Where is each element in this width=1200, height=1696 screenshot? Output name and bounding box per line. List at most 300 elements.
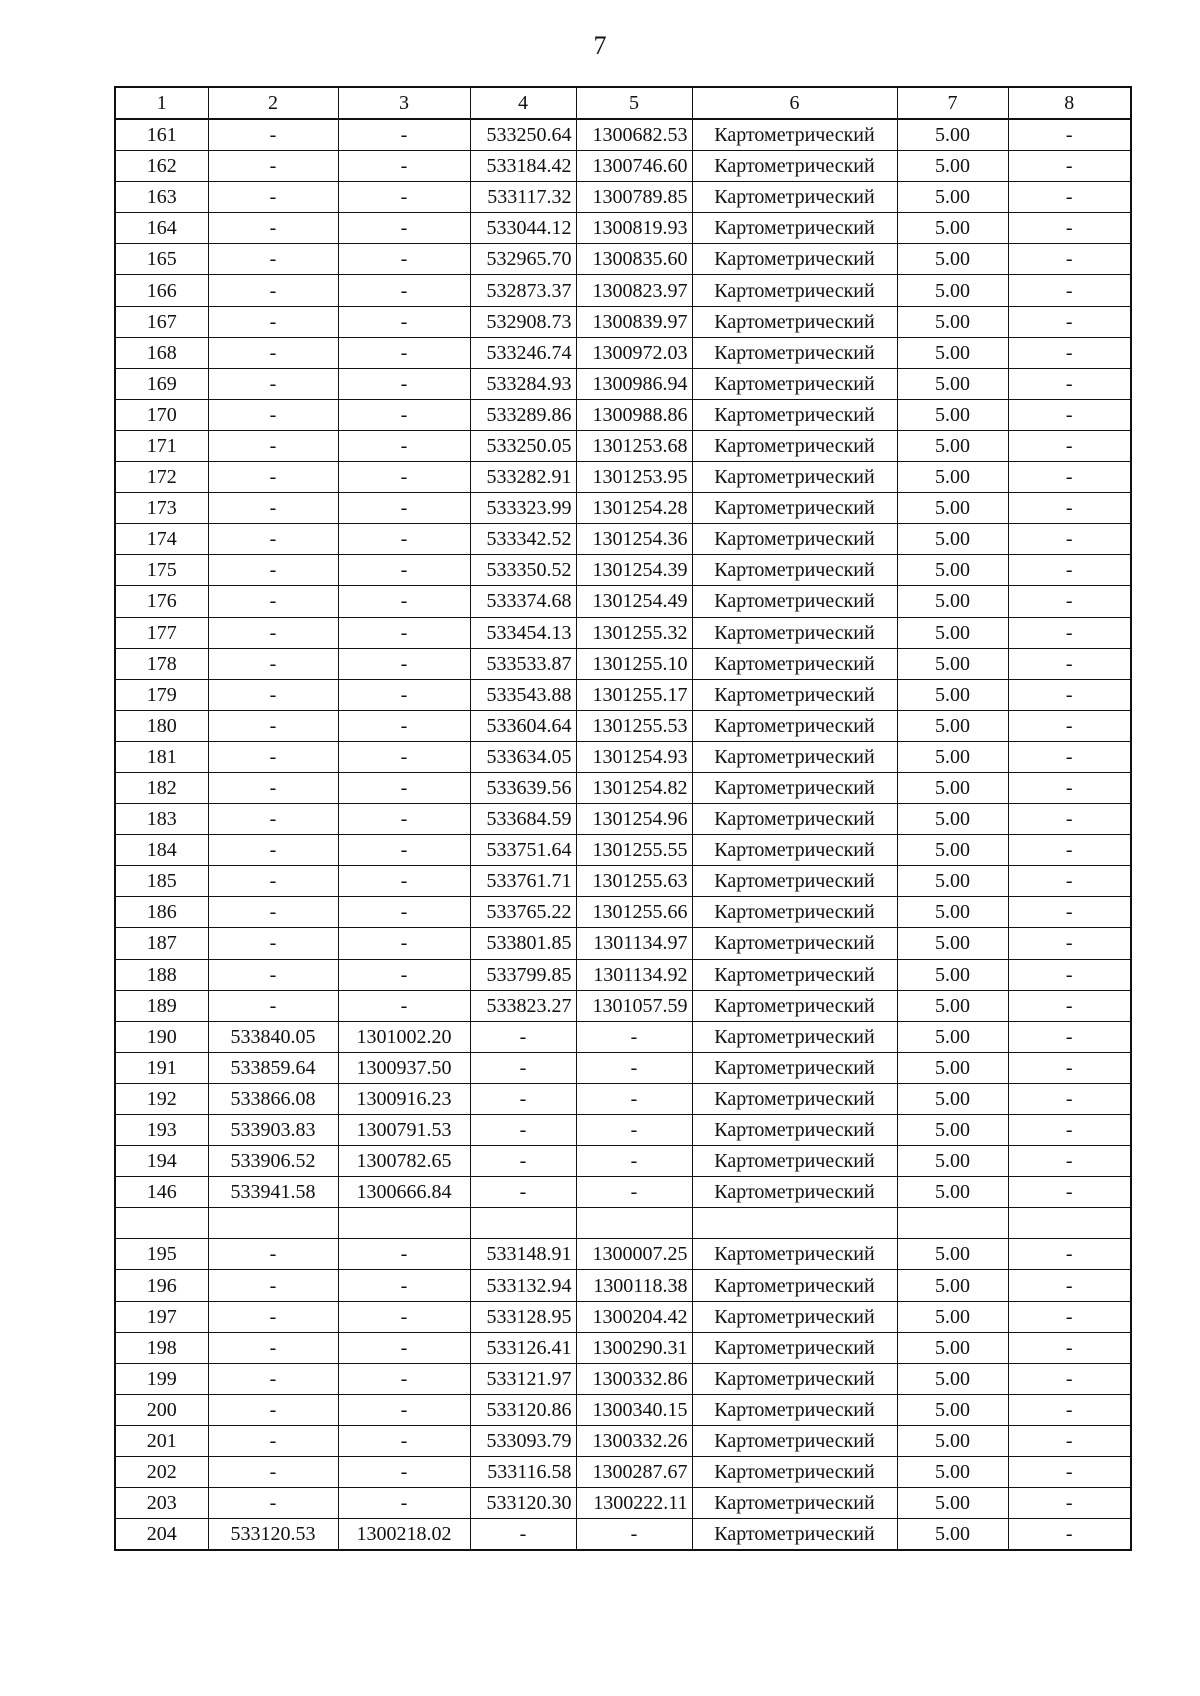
table-cell-col-5: 1300835.60: [576, 244, 692, 275]
table-cell-col-8: -: [1008, 1146, 1131, 1177]
table-cell-col-3: -: [338, 306, 470, 337]
table-cell-col-3: -: [338, 1425, 470, 1456]
table-cell-col-5: 1301255.17: [576, 679, 692, 710]
table-cell-col-8: -: [1008, 835, 1131, 866]
table-cell-col-7: 5.00: [897, 182, 1008, 213]
table-cell-col-4: -: [470, 1519, 576, 1551]
table-cell-col-7: 5.00: [897, 959, 1008, 990]
table-cell-col-3: -: [338, 741, 470, 772]
column-header-7: 7: [897, 87, 1008, 119]
table-cell-col-7: 5.00: [897, 1083, 1008, 1114]
table-cell-col-4: 533765.22: [470, 897, 576, 928]
table-cell-col-5: 1300839.97: [576, 306, 692, 337]
table-cell-col-1: 201: [115, 1425, 208, 1456]
table-cell-col-3: -: [338, 244, 470, 275]
table-cell-col-7: 5.00: [897, 337, 1008, 368]
table-cell-col-3: -: [338, 555, 470, 586]
table-cell-col-4: 533533.87: [470, 648, 576, 679]
table-cell-col-7: 5.00: [897, 1394, 1008, 1425]
table-cell-col-3: 1300791.53: [338, 1115, 470, 1146]
table-cell-col-1: 196: [115, 1270, 208, 1301]
table-cell-col-2: -: [208, 119, 338, 151]
table-cell-col-1: 199: [115, 1363, 208, 1394]
table-cell-col-1: 171: [115, 430, 208, 461]
table-cell-col-5: [576, 1208, 692, 1239]
table-row: [115, 1457, 1131, 1488]
table-cell-col-8: -: [1008, 617, 1131, 648]
table-row: [115, 213, 1131, 244]
table-cell-col-6: Картометрический: [692, 1115, 897, 1146]
table-row: [115, 1115, 1131, 1146]
table-cell-col-4: 533121.97: [470, 1363, 576, 1394]
table-cell-col-5: -: [576, 1115, 692, 1146]
table-cell-col-1: [115, 1208, 208, 1239]
table-cell-col-3: -: [338, 1332, 470, 1363]
table-cell-col-8: [1008, 1208, 1131, 1239]
table-cell-col-7: 5.00: [897, 1052, 1008, 1083]
coordinates-table: [114, 86, 1132, 1551]
table-cell-col-2: 533903.83: [208, 1115, 338, 1146]
table-cell-col-4: -: [470, 1021, 576, 1052]
table-row: [115, 555, 1131, 586]
table-cell-col-3: -: [338, 897, 470, 928]
table-cell-col-1: 182: [115, 772, 208, 803]
table-cell-col-1: 185: [115, 866, 208, 897]
table-cell-col-1: 179: [115, 679, 208, 710]
table-cell-col-3: -: [338, 648, 470, 679]
table-cell-col-6: Картометрический: [692, 524, 897, 555]
table-cell-col-8: -: [1008, 1301, 1131, 1332]
table-cell-col-2: -: [208, 1488, 338, 1519]
table-cell-col-6: Картометрический: [692, 182, 897, 213]
column-header-1: 1: [115, 87, 208, 119]
table-cell-col-4: 533342.52: [470, 524, 576, 555]
table-cell-col-6: Картометрический: [692, 959, 897, 990]
table-cell-col-7: 5.00: [897, 1488, 1008, 1519]
table-cell-col-5: 1301255.10: [576, 648, 692, 679]
table-cell-col-1: 172: [115, 462, 208, 493]
table-cell-col-2: -: [208, 804, 338, 835]
table-cell-col-5: -: [576, 1021, 692, 1052]
table-cell-col-2: -: [208, 772, 338, 803]
table-cell-col-1: 170: [115, 399, 208, 430]
table-cell-col-1: 175: [115, 555, 208, 586]
table-cell-col-8: -: [1008, 399, 1131, 430]
table-cell-col-7: 5.00: [897, 524, 1008, 555]
table-cell-col-6: Картометрический: [692, 710, 897, 741]
table-cell-col-5: 1300332.26: [576, 1425, 692, 1456]
table-cell-col-6: Картометрический: [692, 1394, 897, 1425]
table-cell-col-3: -: [338, 368, 470, 399]
table-cell-col-4: 532873.37: [470, 275, 576, 306]
table-cell-col-5: 1300287.67: [576, 1457, 692, 1488]
table-cell-col-2: -: [208, 1425, 338, 1456]
table-cell-col-3: -: [338, 462, 470, 493]
table-cell-col-6: Картометрический: [692, 772, 897, 803]
table-cell-col-2: -: [208, 430, 338, 461]
table-cell-col-4: 533323.99: [470, 493, 576, 524]
table-cell-col-7: 5.00: [897, 710, 1008, 741]
table-cell-col-1: 188: [115, 959, 208, 990]
table-row: [115, 1052, 1131, 1083]
table-cell-col-2: -: [208, 741, 338, 772]
table-cell-col-2: -: [208, 1363, 338, 1394]
table-cell-col-7: 5.00: [897, 430, 1008, 461]
table-cell-col-3: -: [338, 337, 470, 368]
table-cell-col-6: Картометрический: [692, 1239, 897, 1270]
table-cell-col-6: Картометрический: [692, 1457, 897, 1488]
table-cell-col-6: Картометрический: [692, 1488, 897, 1519]
table-cell-col-4: 533117.32: [470, 182, 576, 213]
table-row: [115, 1332, 1131, 1363]
table-cell-col-8: -: [1008, 1332, 1131, 1363]
table-cell-col-8: -: [1008, 866, 1131, 897]
table-cell-col-3: -: [338, 524, 470, 555]
table-cell-col-5: 1301253.68: [576, 430, 692, 461]
table-cell-col-2: -: [208, 368, 338, 399]
table-cell-col-4: 533184.42: [470, 151, 576, 182]
table-cell-col-7: 5.00: [897, 493, 1008, 524]
table-row: [115, 524, 1131, 555]
table-cell-col-8: -: [1008, 1239, 1131, 1270]
table-cell-col-4: 533246.74: [470, 337, 576, 368]
table-cell-col-4: -: [470, 1177, 576, 1208]
table-cell-col-1: 194: [115, 1146, 208, 1177]
table-cell-col-7: 5.00: [897, 897, 1008, 928]
table-row: [115, 1239, 1131, 1270]
table-cell-col-1: 173: [115, 493, 208, 524]
table-cell-col-8: -: [1008, 151, 1131, 182]
table-cell-col-3: -: [338, 1363, 470, 1394]
table-cell-col-3: -: [338, 1488, 470, 1519]
table-cell-col-1: 174: [115, 524, 208, 555]
table-cell-col-4: 533126.41: [470, 1332, 576, 1363]
table-cell-col-4: 533823.27: [470, 990, 576, 1021]
table-row: [115, 368, 1131, 399]
table-cell-col-5: 1301255.55: [576, 835, 692, 866]
table-cell-col-7: 5.00: [897, 990, 1008, 1021]
table-cell-col-2: -: [208, 1394, 338, 1425]
table-cell-col-6: Картометрический: [692, 368, 897, 399]
table-cell-col-1: 195: [115, 1239, 208, 1270]
table-cell-col-8: -: [1008, 524, 1131, 555]
table-cell-col-6: Картометрический: [692, 555, 897, 586]
table-cell-col-7: 5.00: [897, 244, 1008, 275]
table-cell-col-2: -: [208, 586, 338, 617]
column-header-2: 2: [208, 87, 338, 119]
column-header-3: 3: [338, 87, 470, 119]
table-cell-col-5: 1301254.93: [576, 741, 692, 772]
table-cell-col-7: 5.00: [897, 1332, 1008, 1363]
table-cell-col-2: -: [208, 990, 338, 1021]
table-cell-col-6: Картометрический: [692, 928, 897, 959]
table-cell-col-8: -: [1008, 1457, 1131, 1488]
table-cell-col-2: -: [208, 337, 338, 368]
table-cell-col-1: 165: [115, 244, 208, 275]
table-cell-col-7: 5.00: [897, 1177, 1008, 1208]
table-cell-col-7: 5.00: [897, 368, 1008, 399]
table-cell-col-1: 146: [115, 1177, 208, 1208]
table-cell-col-8: -: [1008, 430, 1131, 461]
table-cell-col-6: Картометрический: [692, 1425, 897, 1456]
table-cell-col-7: 5.00: [897, 586, 1008, 617]
table-row: [115, 462, 1131, 493]
table-cell-col-2: -: [208, 151, 338, 182]
table-cell-col-3: -: [338, 772, 470, 803]
table-cell-col-5: 1300222.11: [576, 1488, 692, 1519]
table-cell-col-2: -: [208, 524, 338, 555]
table-cell-col-5: 1300789.85: [576, 182, 692, 213]
table-cell-col-1: 202: [115, 1457, 208, 1488]
page-number: 7: [593, 31, 607, 60]
table-cell-col-4: 532908.73: [470, 306, 576, 337]
table-cell-col-6: Картометрический: [692, 617, 897, 648]
table-cell-col-4: 533148.91: [470, 1239, 576, 1270]
table-cell-col-2: -: [208, 399, 338, 430]
table-cell-col-2: -: [208, 617, 338, 648]
table-cell-col-1: 176: [115, 586, 208, 617]
table-cell-col-4: 533639.56: [470, 772, 576, 803]
table-row: [115, 1146, 1131, 1177]
table-cell-col-3: [338, 1208, 470, 1239]
table-cell-col-1: 167: [115, 306, 208, 337]
table-cell-col-1: 163: [115, 182, 208, 213]
table-row: [115, 1083, 1131, 1114]
table-row: [115, 1425, 1131, 1456]
table-cell-col-1: 177: [115, 617, 208, 648]
table-cell-col-1: 190: [115, 1021, 208, 1052]
table-cell-col-6: Картометрический: [692, 741, 897, 772]
table-cell-col-3: -: [338, 275, 470, 306]
table-row: [115, 1301, 1131, 1332]
table-cell-col-4: 533751.64: [470, 835, 576, 866]
table-cell-col-2: 533941.58: [208, 1177, 338, 1208]
table-cell-col-2: -: [208, 275, 338, 306]
table-cell-col-4: 533128.95: [470, 1301, 576, 1332]
table-cell-col-3: -: [338, 1270, 470, 1301]
table-cell-col-6: Картометрический: [692, 1177, 897, 1208]
column-header-5: 5: [576, 87, 692, 119]
table-cell-col-2: -: [208, 1457, 338, 1488]
table-cell-col-3: 1300782.65: [338, 1146, 470, 1177]
table-cell-col-5: 1300118.38: [576, 1270, 692, 1301]
table-cell-col-2: 533866.08: [208, 1083, 338, 1114]
table-cell-col-8: -: [1008, 679, 1131, 710]
table-cell-col-4: 533250.05: [470, 430, 576, 461]
column-header-8: 8: [1008, 87, 1131, 119]
table-cell-col-7: 5.00: [897, 617, 1008, 648]
table-cell-col-2: 533906.52: [208, 1146, 338, 1177]
table-cell-col-7: 5.00: [897, 804, 1008, 835]
table-cell-col-3: -: [338, 213, 470, 244]
table-cell-col-7: 5.00: [897, 648, 1008, 679]
table-cell-col-8: -: [1008, 1021, 1131, 1052]
table-cell-col-1: 168: [115, 337, 208, 368]
table-cell-col-8: -: [1008, 1519, 1131, 1551]
table-row: [115, 679, 1131, 710]
table-row: [115, 928, 1131, 959]
table-cell-col-8: -: [1008, 1177, 1131, 1208]
table-cell-col-3: -: [338, 119, 470, 151]
table-cell-col-2: -: [208, 213, 338, 244]
table-cell-col-5: 1301057.59: [576, 990, 692, 1021]
table-row: [115, 1363, 1131, 1394]
table-cell-col-6: Картометрический: [692, 1332, 897, 1363]
table-row: [115, 897, 1131, 928]
table-cell-col-1: 162: [115, 151, 208, 182]
table-cell-col-8: -: [1008, 710, 1131, 741]
table-cell-col-8: -: [1008, 1115, 1131, 1146]
table-cell-col-5: 1300746.60: [576, 151, 692, 182]
table-cell-col-4: 533350.52: [470, 555, 576, 586]
table-cell-col-1: 191: [115, 1052, 208, 1083]
table-cell-col-7: 5.00: [897, 1115, 1008, 1146]
table-cell-col-8: -: [1008, 1425, 1131, 1456]
table-cell-col-2: -: [208, 959, 338, 990]
table-cell-col-1: 183: [115, 804, 208, 835]
table-cell-col-2: -: [208, 710, 338, 741]
table-cell-col-6: Картометрический: [692, 804, 897, 835]
table-cell-col-2: -: [208, 182, 338, 213]
table-cell-col-8: -: [1008, 741, 1131, 772]
table-row: [115, 835, 1131, 866]
table-row: [115, 1177, 1131, 1208]
table-cell-col-7: 5.00: [897, 1457, 1008, 1488]
table-cell-col-7: 5.00: [897, 119, 1008, 151]
table-cell-col-6: Картометрический: [692, 1270, 897, 1301]
table-row: [115, 648, 1131, 679]
table-cell-col-4: 533120.86: [470, 1394, 576, 1425]
table-cell-col-7: [897, 1208, 1008, 1239]
table-cell-col-7: 5.00: [897, 306, 1008, 337]
table-cell-col-8: -: [1008, 119, 1131, 151]
table-cell-col-7: 5.00: [897, 555, 1008, 586]
table-cell-col-1: 166: [115, 275, 208, 306]
table-cell-col-6: Картометрический: [692, 1301, 897, 1332]
table-row: [115, 1270, 1131, 1301]
table-cell-col-6: Картометрический: [692, 1021, 897, 1052]
table-cell-col-6: Картометрический: [692, 151, 897, 182]
table-cell-col-4: 533282.91: [470, 462, 576, 493]
table-cell-col-4: 533634.05: [470, 741, 576, 772]
table-cell-col-3: 1300218.02: [338, 1519, 470, 1551]
table-cell-col-5: 1301254.39: [576, 555, 692, 586]
table-row: [115, 244, 1131, 275]
table-cell-col-7: 5.00: [897, 772, 1008, 803]
table-cell-col-8: -: [1008, 1394, 1131, 1425]
table-cell-col-8: -: [1008, 1270, 1131, 1301]
table-cell-col-4: 533132.94: [470, 1270, 576, 1301]
table-cell-col-2: -: [208, 928, 338, 959]
table-cell-col-7: 5.00: [897, 399, 1008, 430]
table-cell-col-6: Картометрический: [692, 866, 897, 897]
table-cell-col-5: 1301255.66: [576, 897, 692, 928]
table-cell-col-2: -: [208, 306, 338, 337]
table-cell-col-5: 1300823.97: [576, 275, 692, 306]
table-cell-col-4: 533801.85: [470, 928, 576, 959]
table-cell-col-1: 192: [115, 1083, 208, 1114]
table-cell-col-8: -: [1008, 990, 1131, 1021]
table-cell-col-2: -: [208, 493, 338, 524]
table-cell-col-5: 1300340.15: [576, 1394, 692, 1425]
table-row: [115, 1519, 1131, 1551]
table-cell-col-3: -: [338, 804, 470, 835]
table-row: [115, 182, 1131, 213]
table-cell-col-5: 1300290.31: [576, 1332, 692, 1363]
table-cell-col-4: 533799.85: [470, 959, 576, 990]
table-cell-col-7: 5.00: [897, 213, 1008, 244]
table-cell-col-7: 5.00: [897, 835, 1008, 866]
table-row: [115, 337, 1131, 368]
table-cell-col-8: -: [1008, 1488, 1131, 1519]
table-cell-col-7: 5.00: [897, 741, 1008, 772]
table-cell-col-8: -: [1008, 959, 1131, 990]
table-cell-col-7: 5.00: [897, 1425, 1008, 1456]
table-cell-col-3: -: [338, 866, 470, 897]
table-cell-col-3: -: [338, 1394, 470, 1425]
table-cell-col-3: -: [338, 586, 470, 617]
table-cell-col-5: 1301254.82: [576, 772, 692, 803]
table-cell-col-8: -: [1008, 182, 1131, 213]
table-cell-col-1: 193: [115, 1115, 208, 1146]
table-cell-col-1: 184: [115, 835, 208, 866]
table-cell-col-6: Картометрический: [692, 462, 897, 493]
table-cell-col-7: 5.00: [897, 151, 1008, 182]
table-cell-col-2: -: [208, 835, 338, 866]
table-cell-col-7: 5.00: [897, 1021, 1008, 1052]
table-cell-col-5: 1300988.86: [576, 399, 692, 430]
table-row: [115, 804, 1131, 835]
table-cell-col-5: 1300007.25: [576, 1239, 692, 1270]
table-header-row: [115, 87, 1131, 119]
table-cell-col-3: -: [338, 617, 470, 648]
table-cell-col-4: [470, 1208, 576, 1239]
table-cell-col-6: Картометрический: [692, 1363, 897, 1394]
table-cell-col-4: 533284.93: [470, 368, 576, 399]
table-cell-col-7: 5.00: [897, 679, 1008, 710]
table-row: [115, 710, 1131, 741]
table-cell-col-4: -: [470, 1146, 576, 1177]
table-cell-col-3: -: [338, 430, 470, 461]
table-cell-col-5: 1301255.53: [576, 710, 692, 741]
table-cell-col-6: Картометрический: [692, 430, 897, 461]
table-cell-col-4: 533454.13: [470, 617, 576, 648]
table-row: [115, 959, 1131, 990]
table-cell-col-3: -: [338, 959, 470, 990]
table-cell-col-3: -: [338, 182, 470, 213]
table-cell-col-5: 1301255.63: [576, 866, 692, 897]
table-cell-col-8: -: [1008, 897, 1131, 928]
table-cell-col-5: 1300972.03: [576, 337, 692, 368]
table-cell-col-2: -: [208, 1332, 338, 1363]
table-cell-col-5: 1300986.94: [576, 368, 692, 399]
table-cell-col-2: -: [208, 1239, 338, 1270]
table-cell-col-3: -: [338, 835, 470, 866]
table-cell-col-6: Картометрический: [692, 990, 897, 1021]
table-cell-col-6: Картометрический: [692, 244, 897, 275]
table-cell-col-7: 5.00: [897, 462, 1008, 493]
table-cell-col-6: Картометрический: [692, 1519, 897, 1551]
table-cell-col-1: 203: [115, 1488, 208, 1519]
table-cell-col-4: 533604.64: [470, 710, 576, 741]
column-header-4: 4: [470, 87, 576, 119]
table-cell-col-8: -: [1008, 337, 1131, 368]
table-cell-col-8: -: [1008, 1083, 1131, 1114]
table-cell-col-6: Картометрический: [692, 648, 897, 679]
table-cell-col-1: 161: [115, 119, 208, 151]
table-cell-col-3: -: [338, 1457, 470, 1488]
table-cell-col-4: 533374.68: [470, 586, 576, 617]
